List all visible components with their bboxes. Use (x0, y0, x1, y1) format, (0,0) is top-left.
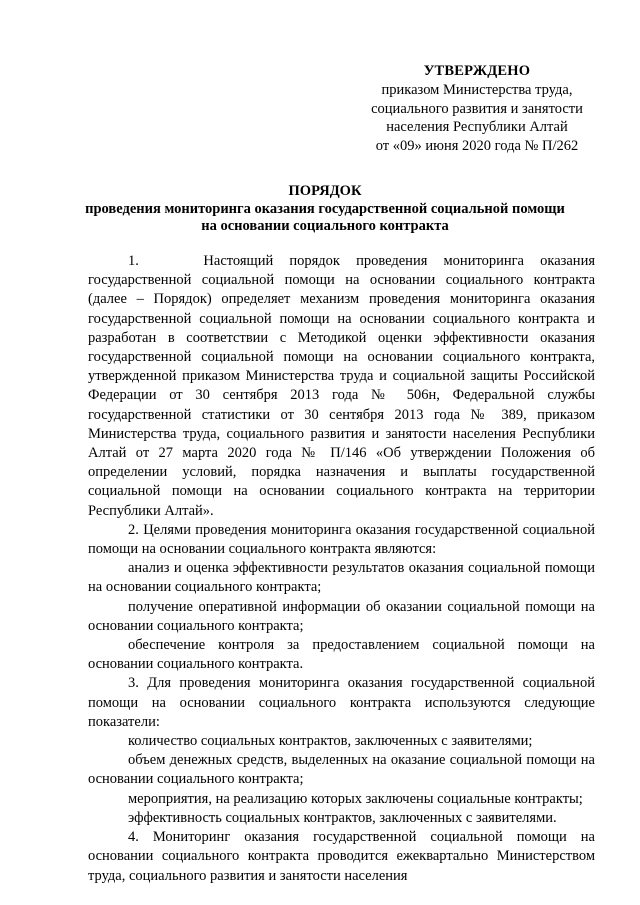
paragraph-2: 2. Целями проведения мониторинга оказания государственной социальной помощи на основании социального контракта являются: (88, 521, 595, 558)
document-title-block (60, 183, 590, 236)
list-item: получение оперативной информации об оказании социальной помощи на основании социального контракта; (88, 598, 595, 634)
list-item: анализ и оценка эффективности результатов оказания социальной помощи на основании социального контракта; (88, 560, 595, 596)
document-subtitle-line: проведения мониторинга оказания государственной социальной помощи (85, 200, 565, 217)
list-item: количество социальных контрактов, заключенных с заявителями; (128, 733, 533, 750)
approval-stamp (352, 62, 602, 156)
approval-line: социального развития и занятости (371, 100, 583, 117)
approval-heading: УТВЕРЖДЕНО (423, 63, 531, 79)
document-title: ПОРЯДОК (288, 183, 362, 199)
approval-date-line: от «09» июня 2020 года № П/262 (375, 138, 579, 155)
list-item: объем денежных средств, выделенных на оказание социальной помощи на основании социального контракта; (88, 752, 595, 788)
document-subtitle-line: на основании социального контракта (201, 218, 449, 234)
paragraph-3: 3. Для проведения мониторинга оказания государственной социальной помощи на основании социального контракта используются следующие показатели: (88, 675, 595, 730)
approval-line: приказом Министерства труда, (381, 81, 573, 98)
list-item: мероприятия, на реализацию которых заключены социальные контракты; (128, 790, 583, 807)
paragraph-1: 1. Настоящий порядок проведения мониторинга оказания государственной социальной помощи на основании социального контракта (далее – Порядок) определяет механизм проведения мониторинга оказания государственной социальной помощи на основании социального контракта и разработан в соответствии с Методикой оценки эффективности оказания государственной социальной помощи на основании социального контракта, утвержденной приказом Министерства труда и социальной защиты Российской Федерации от 30 сентября 2013 года № 506н, Федеральной службы государственной статистики от 30 сентября 2013 года № 389, приказом Министерства труда, социального развития и занятости населения Республики Алтай от 27 марта 2020 года № П/146 «Об утверждении Положения об определении условий, порядка назначения и выплаты государственной социальной помощи на основании социального контракта на территории Республики Алтай». (88, 253, 595, 519)
paragraph-4: 4. Мониторинг оказания государственной социальной помощи на основании социального контракта проводится ежеквартально Министерством труда, социального развития и занятости населения (88, 829, 595, 884)
approval-line: населения Республики Алтай (386, 119, 568, 136)
list-item: эффективность социальных контрактов, заключенных с заявителями. (128, 809, 557, 826)
document-body (88, 252, 595, 886)
list-item: обеспечение контроля за предоставлением социальной помощи на основании социального контракта. (88, 637, 595, 673)
